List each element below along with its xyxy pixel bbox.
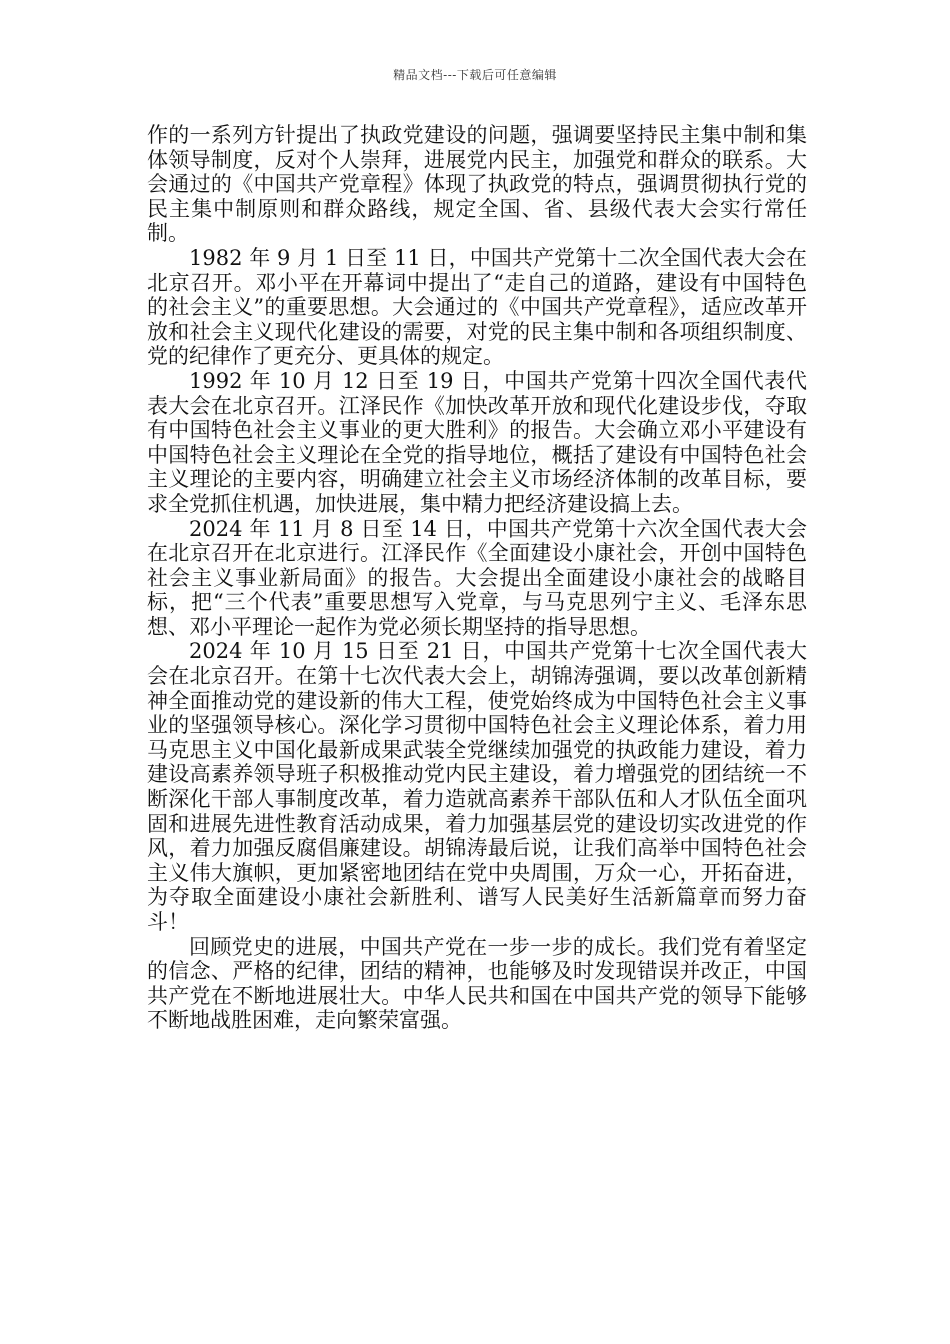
paragraph-2: 1982 年 9 月 1 日至 11 日，中国共产党第十二次全国代表大会在北京召开。邓小平在开幕词中提出了“走自己的道路，建设有中国特色的社会主义”的重要思想。大会通过的《中国共产党章程》，适应改革开放和社会主义现代化建设的需要，对党的民主集中制和各项组织制度、党的纪律作了更充分、更具体的规定。	[147, 245, 807, 369]
paragraph-4: 2024 年 11 月 8 日至 14 日，中国共产党第十六次全国代表大会在北京召开在北京进行。江泽民作《全面建设小康社会，开创中国特色社会主义事业新局面》的报告。大会提出全面建设小康社会的战略目标，把“三个代表”重要思想写入党章，与马克思列宁主义、毛泽东思想、邓小平理论一起作为党必须长期坚持的指导思想。	[147, 516, 807, 639]
page-header: 精品文档---下载后可任意编辑	[393, 68, 557, 82]
paragraph-3: 1992 年 10 月 12 日至 19 日，中国共产党第十四次全国代表代表大会在北京召开。江泽民作《加快改革开放和现代化建设步伐，夺取有中国特色社会主义事业的更大胜利》的报告。大会确立邓小平建设有中国特色社会主义理论在全党的指导地位，概括了建设有中国特色社会主义理论的主要内容，明确建立社会主义市场经济体制的改革目标，要求全党抓住机遇，加快进展，集中精力把经济建设搞上去。	[147, 368, 807, 516]
paragraph-6: 回顾党史的进展，中国共产党在一步一步的成长。我们党有着坚定的信念、严格的纪律，团结的精神，也能够及时发现错误并改正，中国共产党在不断地进展壮大。中华人民共和国在中国共产党的领导下能够不断地战胜困难，走向繁荣富强。	[147, 934, 807, 1033]
paragraph-5: 2024 年 10 月 15 日至 21 日，中国共产党第十七次全国代表大会在北京召开。在第十七次代表大会上，胡锦涛强调，要以改革创新精神全面推动党的建设新的伟大工程，使党始终成为中国特色社会主义事业的坚强领导核心。深化学习贯彻中国特色社会主义理论体系，着力用马克思主义中国化最新成果武装全党继续加强党的执政能力建设，着力建设高素养领导班子积极推动党内民主建设，着力增强党的团结统一不断深化干部人事制度改革，着力造就高素养干部队伍和人才队伍全面巩固和进展先进性教育活动成果，着力加强基层党的建设切实改进党的作风，着力加强反腐倡廉建设。胡锦涛最后说，让我们高举中国特色社会主义伟大旗帜，更加紧密地团结在党中央周围，万众一心，开拓奋进，为夺取全面建设小康社会新胜利、谱写人民美好生活新篇章而努力奋斗！	[147, 639, 807, 934]
paragraph-1: 作的一系列方针提出了执政党建设的问题，强调要坚持民主集中制和集体领导制度，反对个人崇拜，进展党内民主，加强党和群众的联系。大会通过的《中国共产党章程》体现了执政党的特点，强调贯彻执行党的民主集中制原则和群众路线，规定全国、省、县级代表大会实行常任制。	[147, 123, 807, 246]
document-body	[147, 123, 807, 1033]
